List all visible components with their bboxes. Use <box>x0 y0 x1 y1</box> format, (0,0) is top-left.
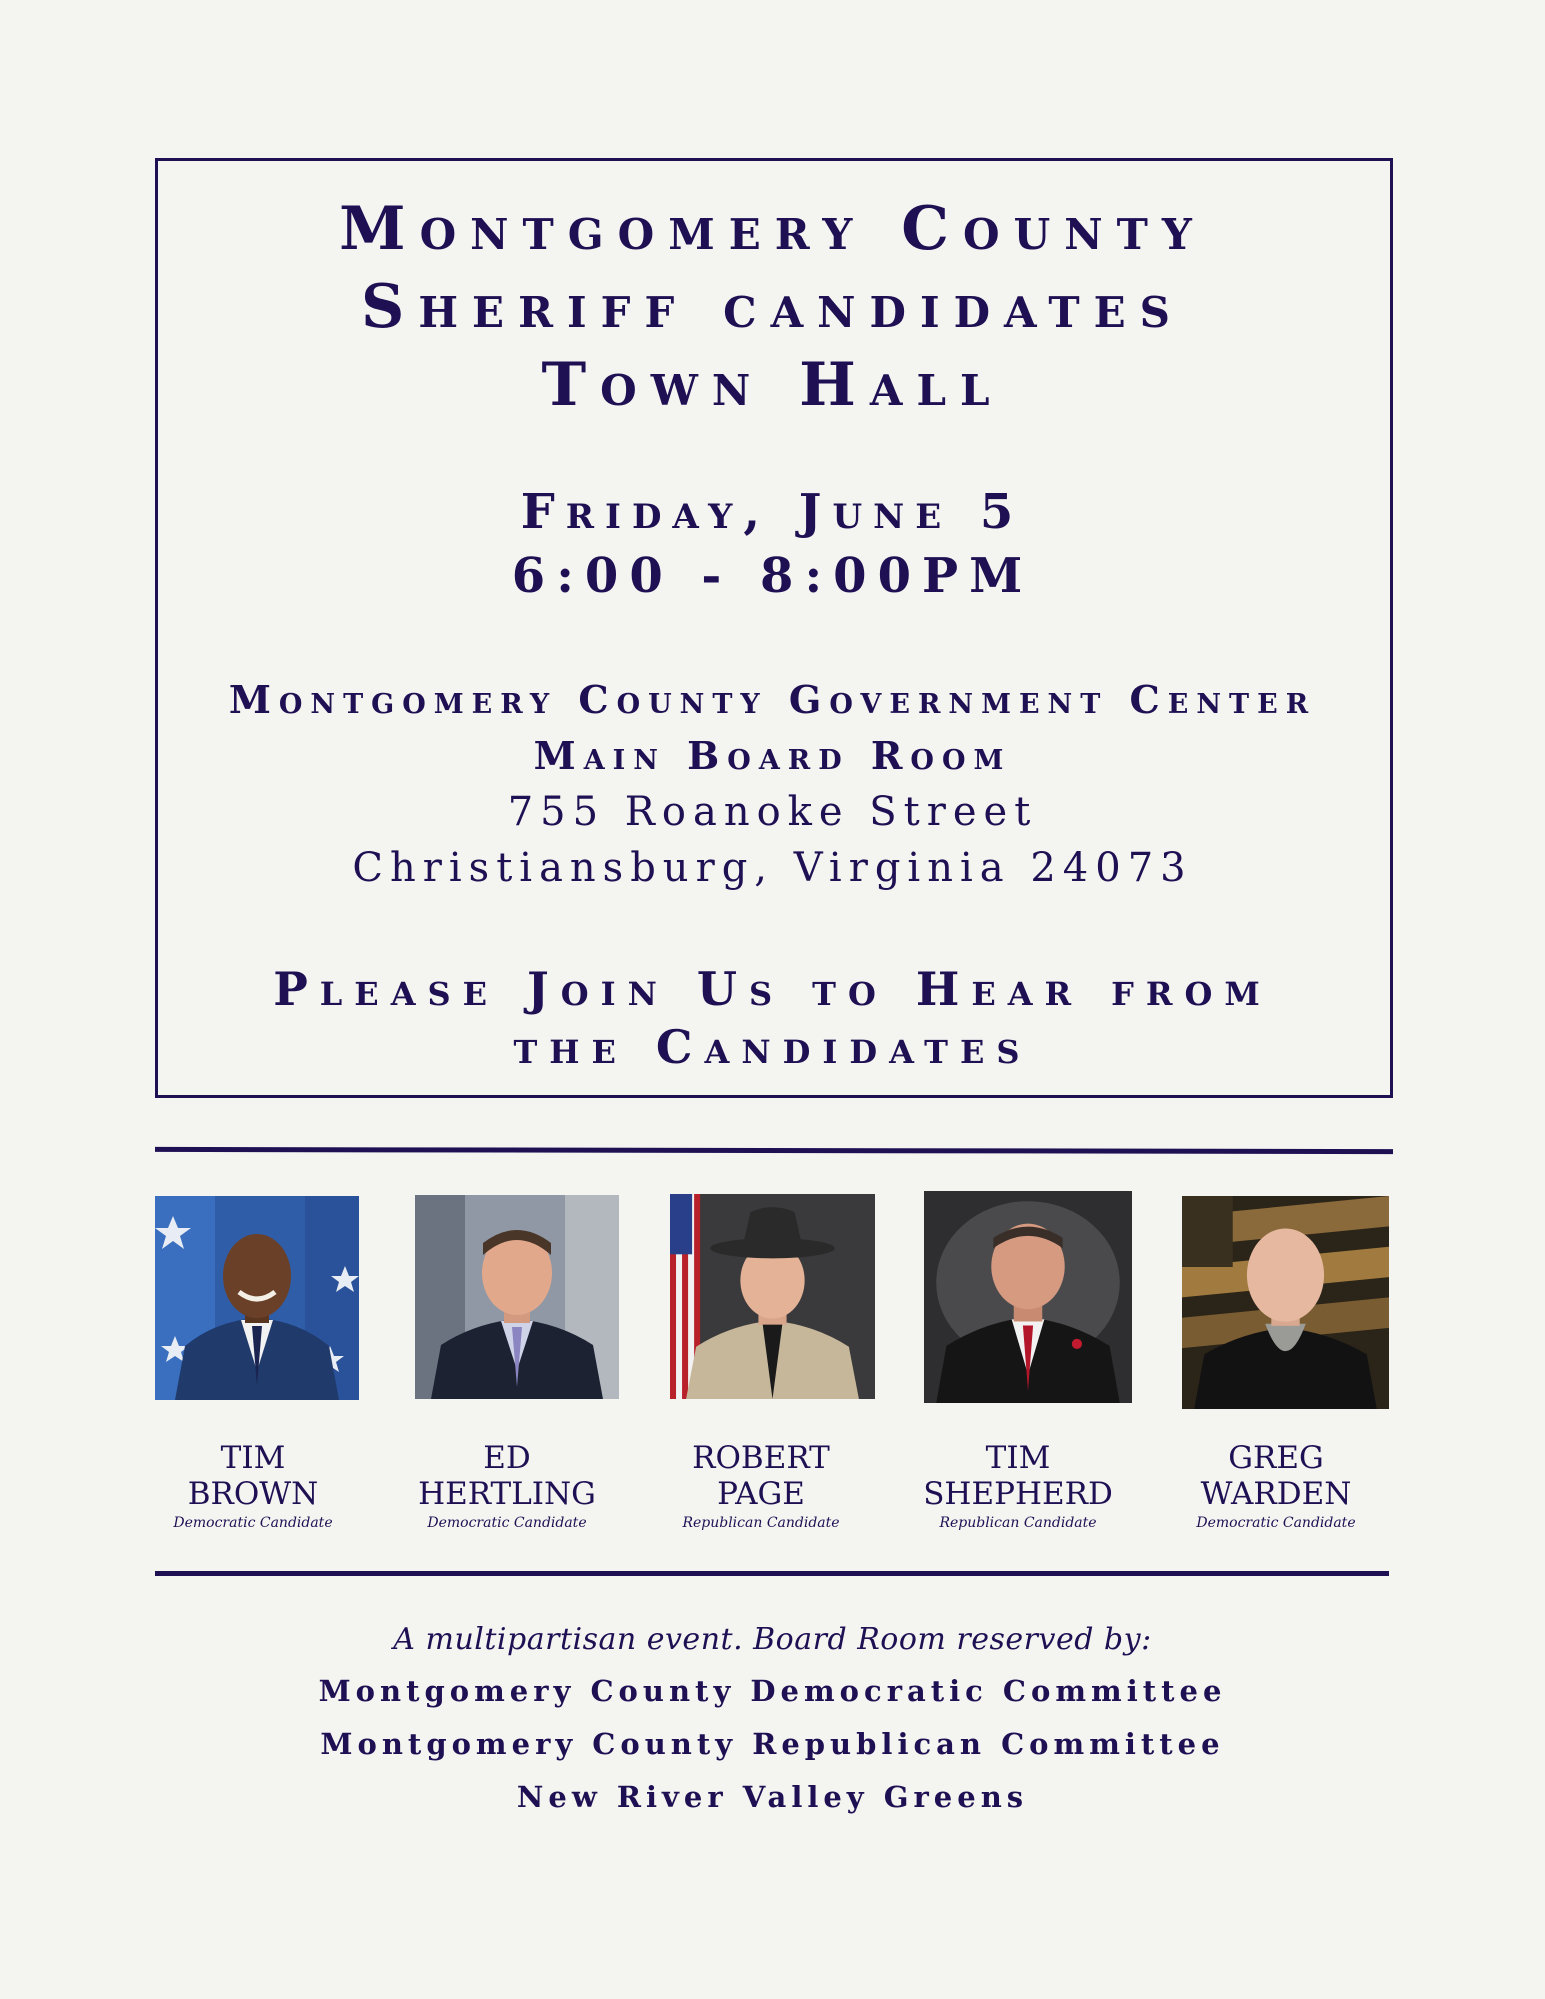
candidate-name <box>651 1440 871 1512</box>
candidate-party: Democratic Candidate <box>427 1515 587 1531</box>
portrait-image <box>670 1194 875 1399</box>
divider-top <box>155 1147 1393 1154</box>
candidate-photo <box>670 1194 875 1399</box>
candidate-name <box>1166 1440 1386 1512</box>
event-title <box>0 190 1545 424</box>
candidate-party: Republican Candidate <box>682 1515 840 1531</box>
candidate-row <box>150 1190 1400 1540</box>
invitation-line-2: the Candidates <box>513 1020 1032 1074</box>
venue-street: 755 Roanoke Street <box>507 789 1038 835</box>
sponsor-greens: New River Valley Greens <box>516 1780 1029 1814</box>
candidate-last-name: BROWN <box>187 1476 319 1512</box>
portrait-image <box>924 1191 1132 1403</box>
sponsor-democratic: Montgomery County Democratic Committee <box>318 1674 1227 1708</box>
candidate-last-name: HERTLING <box>418 1476 596 1512</box>
candidate-name <box>143 1440 363 1512</box>
portrait-image <box>415 1195 619 1399</box>
event-schedule <box>0 480 1545 608</box>
candidate-first-name: ED <box>483 1440 531 1476</box>
candidate-last-name: WARDEN <box>1200 1476 1352 1512</box>
footer <box>0 1615 1545 1824</box>
candidate-party: Republican Candidate <box>939 1515 1097 1531</box>
candidate-last-name: SHEPHERD <box>923 1476 1113 1512</box>
event-date: Friday, June 5 <box>520 484 1025 540</box>
candidate-party: Democratic Candidate <box>1196 1515 1356 1531</box>
candidate-party: Democratic Candidate <box>173 1515 333 1531</box>
event-venue <box>0 672 1545 896</box>
candidate-name <box>908 1440 1128 1512</box>
candidate-first-name: TIM <box>220 1440 286 1476</box>
title-line-3: Town Hall <box>541 350 1004 420</box>
divider-bottom <box>155 1571 1389 1576</box>
candidate-first-name: TIM <box>985 1440 1051 1476</box>
invitation <box>0 960 1545 1076</box>
candidate-name <box>397 1440 617 1512</box>
title-line-1: Montgomery County <box>339 194 1206 264</box>
venue-name: Montgomery County Government Center <box>228 677 1317 722</box>
portrait-image <box>155 1196 359 1400</box>
venue-city: Christiansburg, Virginia 24073 <box>352 845 1193 891</box>
candidate-last-name: PAGE <box>717 1476 805 1512</box>
event-time: 6:00 - 8:00PM <box>511 548 1034 604</box>
candidate-photo <box>924 1191 1132 1403</box>
candidate-photo <box>155 1196 359 1400</box>
candidate-first-name: ROBERT <box>692 1440 830 1476</box>
multipartisan-note: A multipartisan event. Board Room reserved by: <box>393 1622 1152 1657</box>
candidate-first-name: GREG <box>1228 1440 1324 1476</box>
title-line-2: Sheriff candidates <box>361 272 1184 342</box>
candidate-photo <box>1182 1196 1389 1409</box>
venue-room: Main Board Room <box>533 733 1012 778</box>
candidate-photo <box>415 1195 619 1399</box>
sponsor-republican: Montgomery County Republican Committee <box>320 1727 1225 1761</box>
portrait-image <box>1182 1196 1389 1409</box>
invitation-line-1: Please Join Us to Hear from <box>273 962 1272 1016</box>
